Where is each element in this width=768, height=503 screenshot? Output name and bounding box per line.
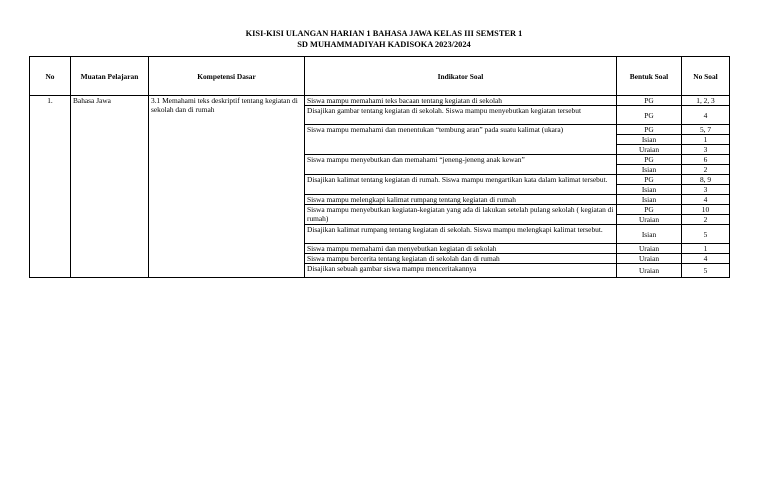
cell-indikator: Disajikan kalimat rumpang tentang kegiatan di sekolah. Siswa mampu melengkapi kalimat tersebut. bbox=[305, 225, 617, 244]
cell-bentuk: PG bbox=[617, 155, 682, 165]
header-indikator: Indikator Soal bbox=[305, 57, 617, 96]
cell-indikator: Siswa mampu memahami teks bacaan tentang kegiatan di sekolah bbox=[305, 96, 617, 106]
cell-indikator: Disajikan gambar tentang kegiatan di sekolah. Siswa mampu menyebutkan kegiatan tersebut bbox=[305, 106, 617, 125]
cell-kompetensi: 3.1 Memahami teks deskriptif tentang kegiatan di sekolah dan di rumah bbox=[149, 96, 305, 278]
cell-nosoal: 5, 7 bbox=[682, 125, 730, 135]
cell-nosoal: 4 bbox=[682, 254, 730, 264]
cell-nosoal: 5 bbox=[682, 225, 730, 244]
cell-nosoal: 1 bbox=[682, 244, 730, 254]
header-no: No bbox=[30, 57, 71, 96]
cell-indikator: Siswa mampu bercerita tentang kegiatan di sekolah dan di rumah bbox=[305, 254, 617, 264]
cell-bentuk: Uraian bbox=[617, 215, 682, 225]
cell-bentuk: PG bbox=[617, 175, 682, 185]
cell-bentuk: Isian bbox=[617, 225, 682, 244]
document-title: KISI-KISI ULANGAN HARIAN 1 BAHASA JAWA KELAS III SEMSTER 1 bbox=[245, 29, 523, 38]
header-muatan: Muatan Pelajaran bbox=[71, 57, 149, 96]
kisi-kisi-table bbox=[29, 56, 730, 278]
cell-nosoal: 3 bbox=[682, 145, 730, 155]
cell-indikator: Siswa mampu menyebutkan dan memahami “jeneng-jeneng anak kewan” bbox=[305, 155, 617, 175]
cell-bentuk: Uraian bbox=[617, 264, 682, 278]
table-header-row bbox=[30, 57, 730, 96]
cell-bentuk: Isian bbox=[617, 195, 682, 205]
cell-bentuk: PG bbox=[617, 205, 682, 215]
cell-nosoal: 6 bbox=[682, 155, 730, 165]
table-row bbox=[30, 96, 730, 106]
cell-nosoal: 8, 9 bbox=[682, 175, 730, 185]
cell-nosoal: 5 bbox=[682, 264, 730, 278]
cell-bentuk: PG bbox=[617, 96, 682, 106]
cell-nosoal: 2 bbox=[682, 165, 730, 175]
cell-indikator: Siswa mampu memahami dan menentukan “tembung aran” pada suatu kalimat (ukara) bbox=[305, 125, 617, 155]
cell-bentuk: Uraian bbox=[617, 145, 682, 155]
cell-indikator: Disajikan sebuah gambar siswa mampu menceritakannya bbox=[305, 264, 617, 278]
cell-bentuk: Isian bbox=[617, 165, 682, 175]
cell-bentuk: PG bbox=[617, 125, 682, 135]
cell-bentuk: Isian bbox=[617, 135, 682, 145]
cell-nosoal: 1 bbox=[682, 135, 730, 145]
cell-indikator: Siswa mampu melengkapi kalimat rumpang tentang kegiatan di rumah bbox=[305, 195, 617, 205]
cell-indikator: Siswa mampu memahami dan menyebutkan kegiatan di sekolah bbox=[305, 244, 617, 254]
cell-bentuk: Uraian bbox=[617, 254, 682, 264]
cell-nosoal: 10 bbox=[682, 205, 730, 215]
cell-nosoal: 4 bbox=[682, 106, 730, 125]
cell-bentuk: Isian bbox=[617, 185, 682, 195]
cell-bentuk: Uraian bbox=[617, 244, 682, 254]
cell-indikator: Siswa mampu menyebutkan kegiatan-kegiatan yang ada di lakukan setelah pulang sekolah ( kegiatan di rumah) bbox=[305, 205, 617, 225]
header-bentuk: Bentuk Soal bbox=[617, 57, 682, 96]
cell-indikator: Disajikan kalimat tentang kegiatan di rumah. Siswa mampu mengartikan kata dalam kalimat tersebut. bbox=[305, 175, 617, 195]
cell-nosoal: 1, 2, 3 bbox=[682, 96, 730, 106]
document-subtitle: SD MUHAMMADIYAH KADISOKA 2023/2024 bbox=[297, 40, 471, 49]
header-kompetensi: Kompetensi Dasar bbox=[149, 57, 305, 96]
cell-nosoal: 4 bbox=[682, 195, 730, 205]
header-nosoal: No Soal bbox=[682, 57, 730, 96]
cell-bentuk: PG bbox=[617, 106, 682, 125]
cell-nosoal: 2 bbox=[682, 215, 730, 225]
cell-nosoal: 3 bbox=[682, 185, 730, 195]
cell-muatan: Bahasa Jawa bbox=[71, 96, 149, 278]
cell-no: 1. bbox=[30, 96, 71, 278]
